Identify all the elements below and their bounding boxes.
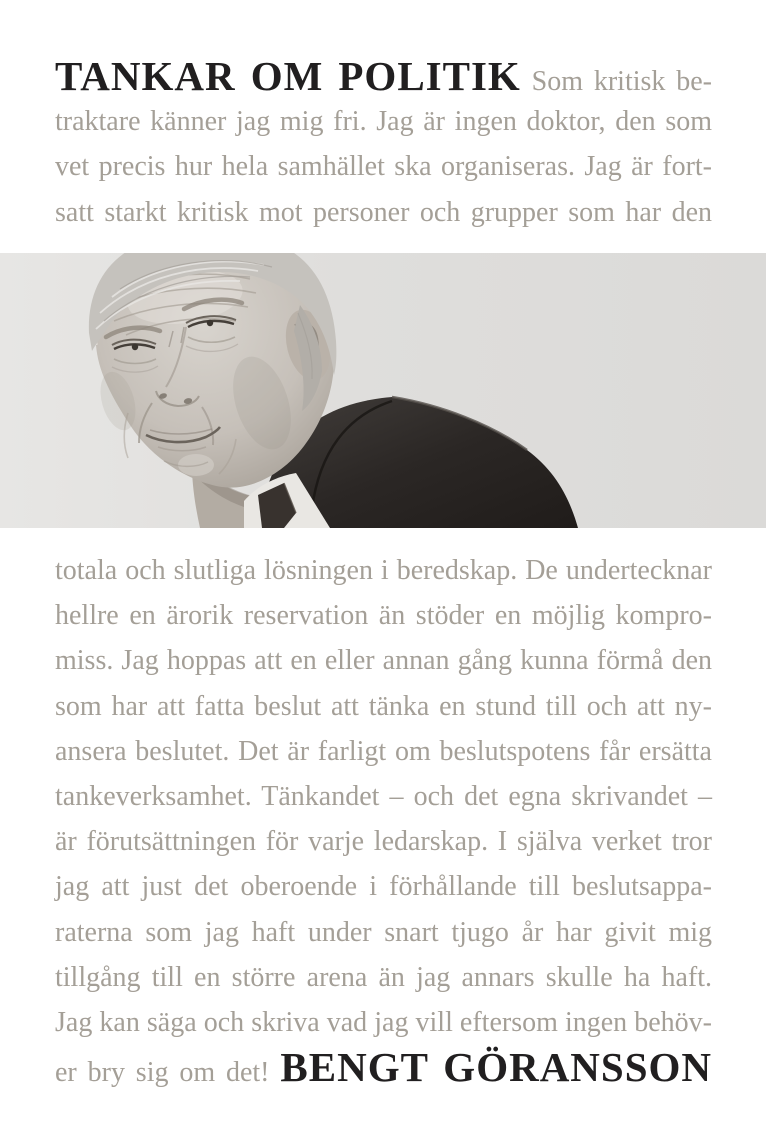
portrait-illustration bbox=[0, 253, 766, 528]
cover-text-line: er bry sig om det! bbox=[55, 1057, 270, 1089]
cover-text-line: totala och slutliga lösningen i beredskap. De undertecknar bbox=[55, 555, 712, 586]
cover-text-line: miss. Jag hoppas att en eller annan gång kunna förmå den bbox=[55, 645, 712, 677]
cover-text-line: hellre en ärorik reservation än stöder en möjlig kompro- bbox=[55, 600, 712, 632]
cover-text-line: satt starkt kritisk mot personer och grupper som har den bbox=[55, 196, 712, 228]
cover-text-bottom bbox=[55, 548, 712, 1090]
cover-first-line bbox=[55, 54, 712, 99]
cover-text-line: Jag kan säga och skriva vad jag vill eftersom ingen behöv- bbox=[55, 1006, 712, 1038]
cover-last-line bbox=[55, 1045, 712, 1090]
cover-text-line: tillgång till en större arena än jag annars skulle ha haft. bbox=[55, 961, 712, 993]
author-name: BENGT GÖRANSSON bbox=[280, 1044, 713, 1091]
cover-text-line: Som kritisk be- bbox=[531, 66, 713, 97]
cover-text-line: ansera beslutet. Det är farligt om beslutspotens får ersätta bbox=[55, 735, 712, 767]
cover-text-line: är förutsättningen för varje ledarskap. I själva verket tror bbox=[55, 826, 712, 858]
cover-text-line: tankeverksamhet. Tänkandet – och det egna skrivandet – bbox=[55, 780, 712, 812]
cover-text-line: vet precis hur hela samhället ska organiseras. Jag är fort- bbox=[55, 151, 712, 183]
portrait-photo bbox=[0, 253, 766, 528]
book-title: TANKAR OM POLITIK bbox=[55, 53, 521, 99]
cover-text-line: traktare känner jag mig fri. Jag är ingen doktor, den som bbox=[55, 106, 712, 138]
cover-text-line: raterna som jag haft under snart tjugo år har givit mig bbox=[55, 916, 712, 948]
cover-text-line: jag att just det oberoende i förhållande till beslutsappa- bbox=[55, 871, 712, 903]
cover-text-line: som har att fatta beslut att tänka en stund till och att ny- bbox=[55, 690, 712, 722]
cover-text-top bbox=[55, 54, 712, 235]
